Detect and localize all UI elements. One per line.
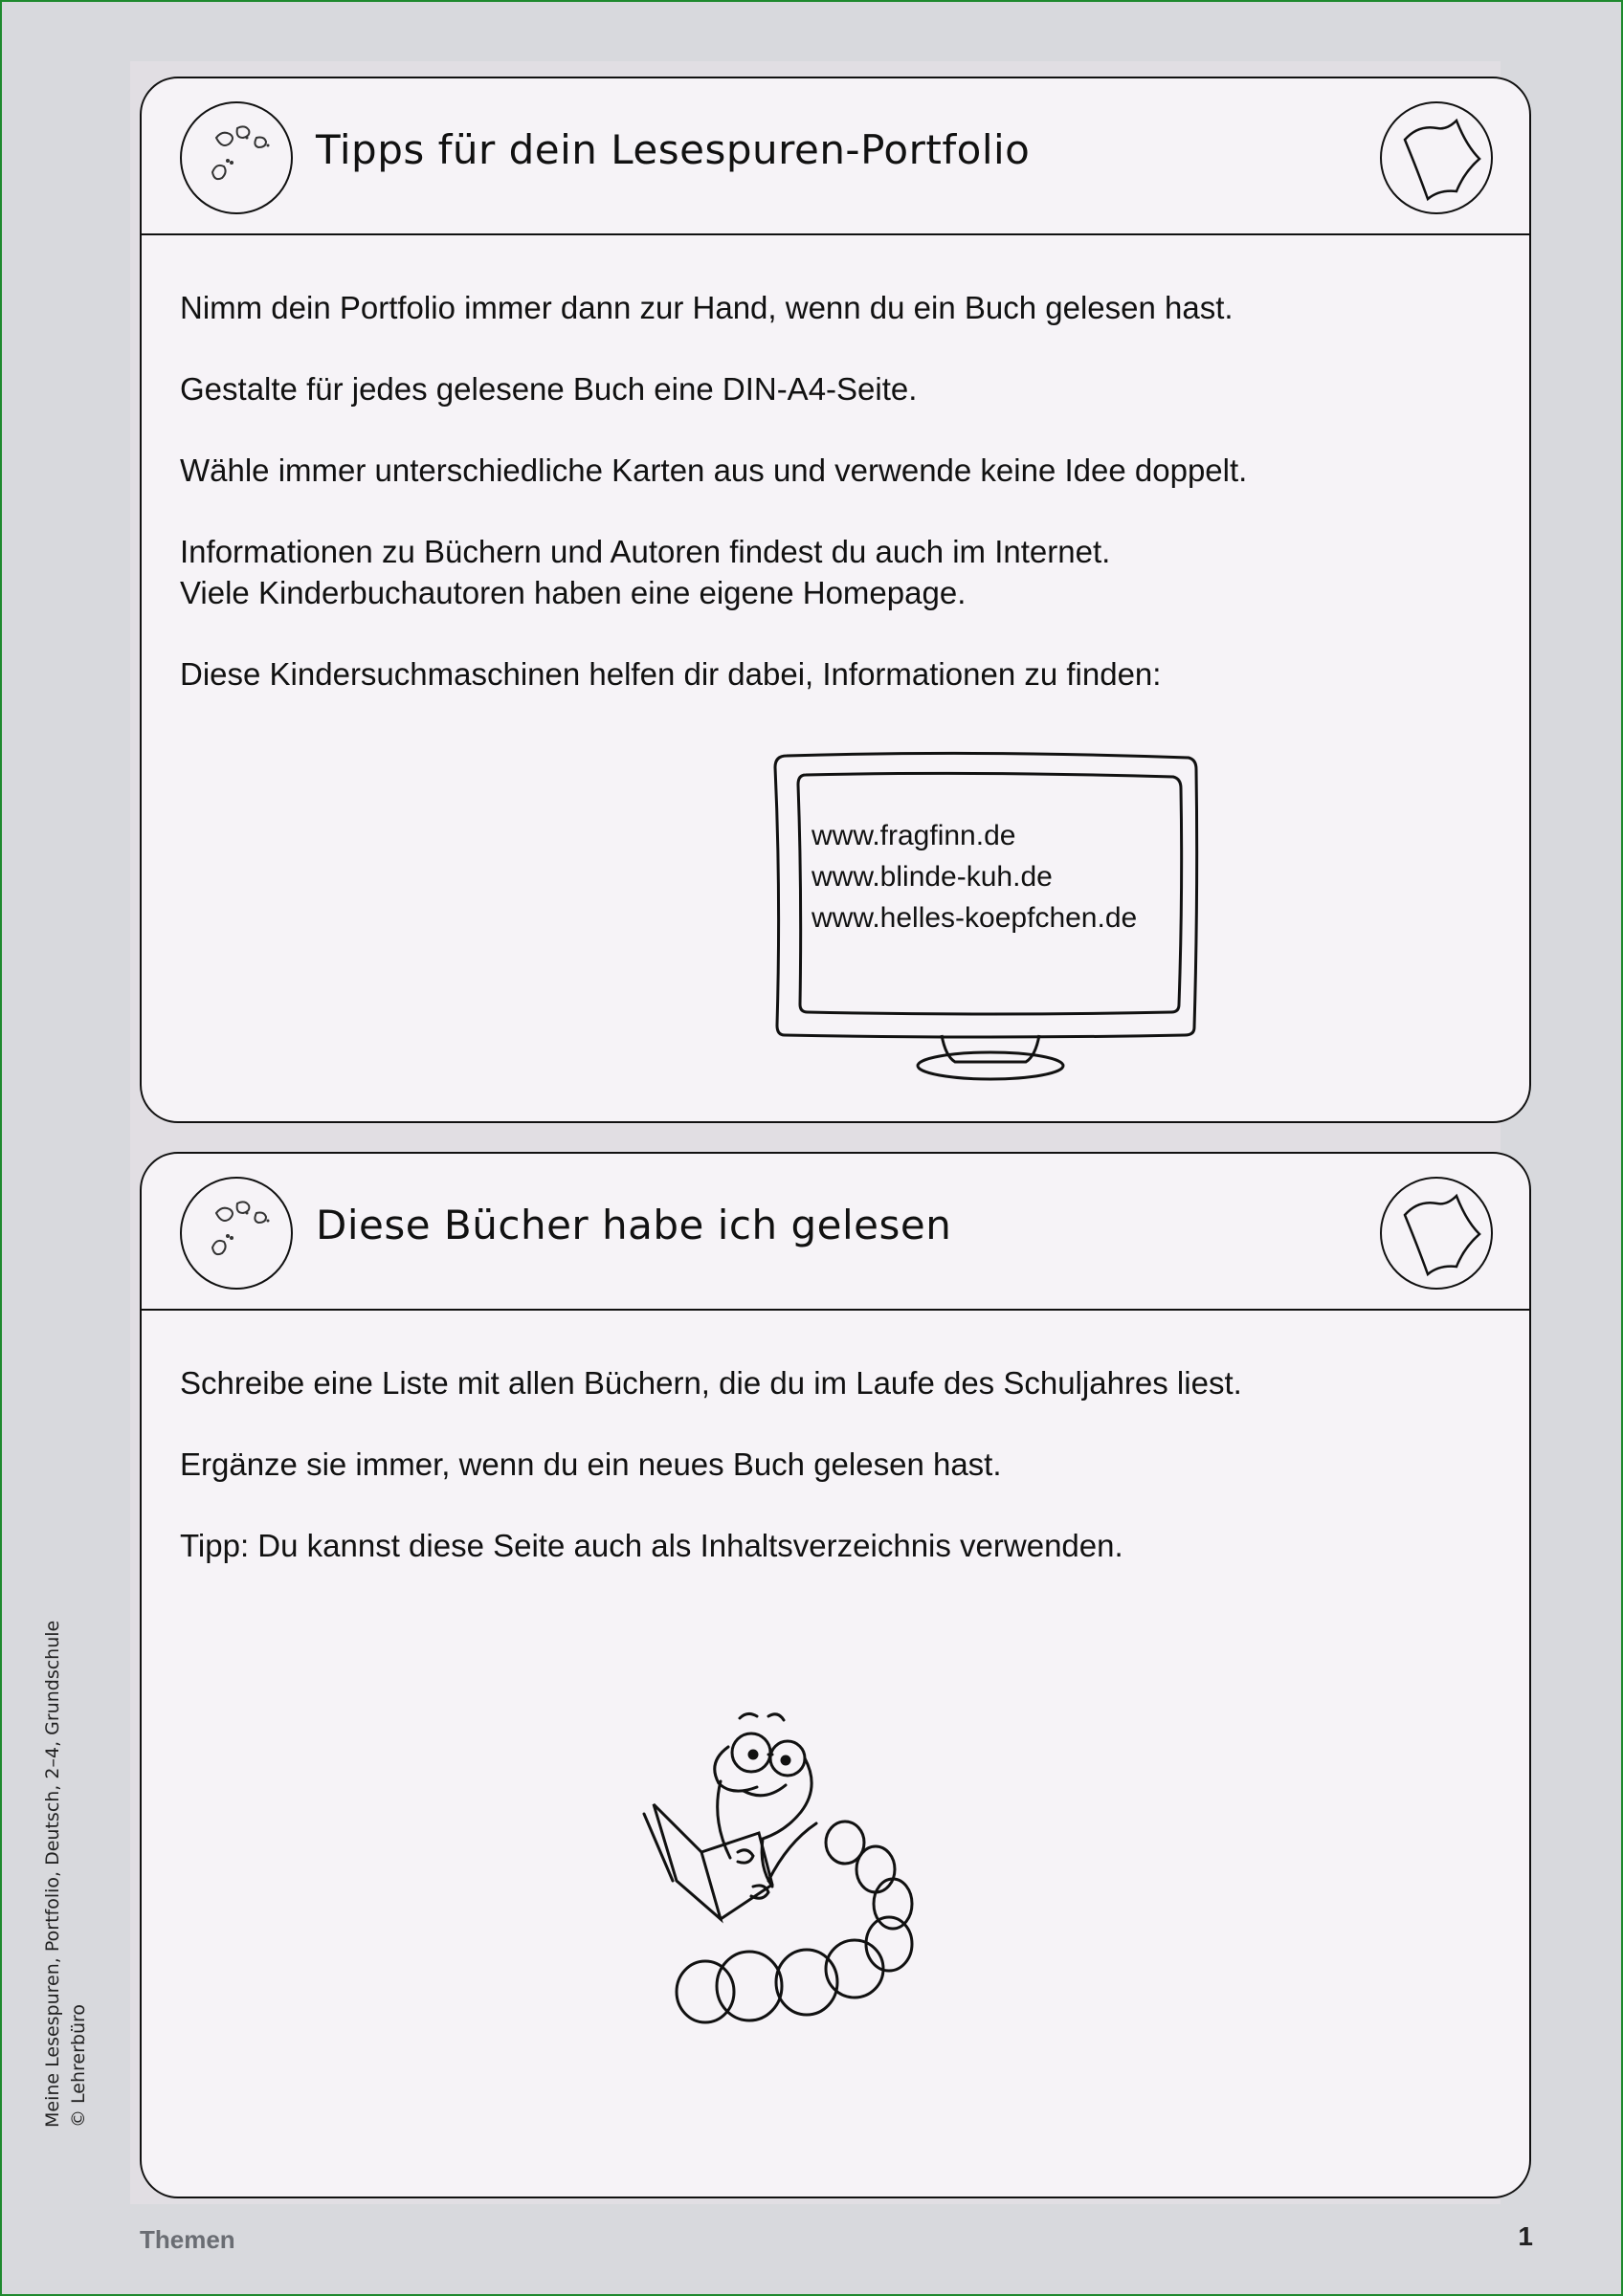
paragraph: Schreibe eine Liste mit allen Büchern, die du im Laufe des Schuljahres liest. — [180, 1365, 1242, 1401]
paragraph: Informationen zu Büchern und Autoren findest du auch im Internet. — [180, 534, 1111, 569]
bookworm-illustration — [625, 1699, 950, 2043]
books-read-card — [140, 1152, 1531, 2198]
paragraph: Ergänze sie immer, wenn du ein neues Buch gelesen hast. — [180, 1446, 1002, 1482]
side-credit — [40, 1621, 92, 2128]
monitor-icon — [773, 748, 1204, 1083]
paragraph: Diese Kindersuchmaschinen helfen dir dabei, Informationen zu finden: — [180, 656, 1162, 692]
card-title: Tipps für dein Lesespuren-Portfolio — [316, 126, 1031, 173]
link-fragfinn[interactable]: www.fragfinn.de — [812, 820, 1016, 851]
card-header — [142, 1154, 1529, 1311]
paragraph: Viele Kinderbuchautoren haben eine eigene Homepage. — [180, 575, 967, 610]
credit-line: Meine Lesespuren, Portfolio, Deutsch, 2–4, Grundschule — [42, 1620, 63, 2128]
paragraph: Nimm dein Portfolio immer dann zur Hand, wenn du ein Buch gelesen hast. — [180, 290, 1234, 325]
footprints-icon — [178, 99, 295, 216]
page-number: 1 — [1518, 2221, 1533, 2251]
card-body — [180, 287, 1491, 735]
tips-card — [140, 77, 1531, 1123]
paragraph: Tipp: Du kannst diese Seite auch als Inhaltsverzeichnis verwenden. — [180, 1528, 1123, 1563]
copyright-line: © Lehrerbüro — [68, 2003, 89, 2128]
paper-sheet-icon — [1378, 1175, 1495, 1292]
paper-sheet-icon — [1378, 99, 1495, 216]
card-header — [142, 78, 1529, 235]
link-blinde-kuh[interactable]: www.blinde-kuh.de — [812, 861, 1053, 893]
footprints-icon — [178, 1175, 295, 1292]
footer-section-label: Themen — [140, 2225, 235, 2254]
card-body — [180, 1362, 1491, 1606]
link-helles-koepfchen[interactable]: www.helles-koepfchen.de — [812, 902, 1138, 934]
search-engine-links — [812, 815, 1137, 938]
paragraph: Gestalte für jedes gelesene Buch eine DIN-A4-Seite. — [180, 371, 918, 407]
paragraph: Wähle immer unterschiedliche Karten aus und verwende keine Idee doppelt. — [180, 453, 1248, 488]
card-title: Diese Bücher habe ich gelesen — [316, 1202, 952, 1248]
